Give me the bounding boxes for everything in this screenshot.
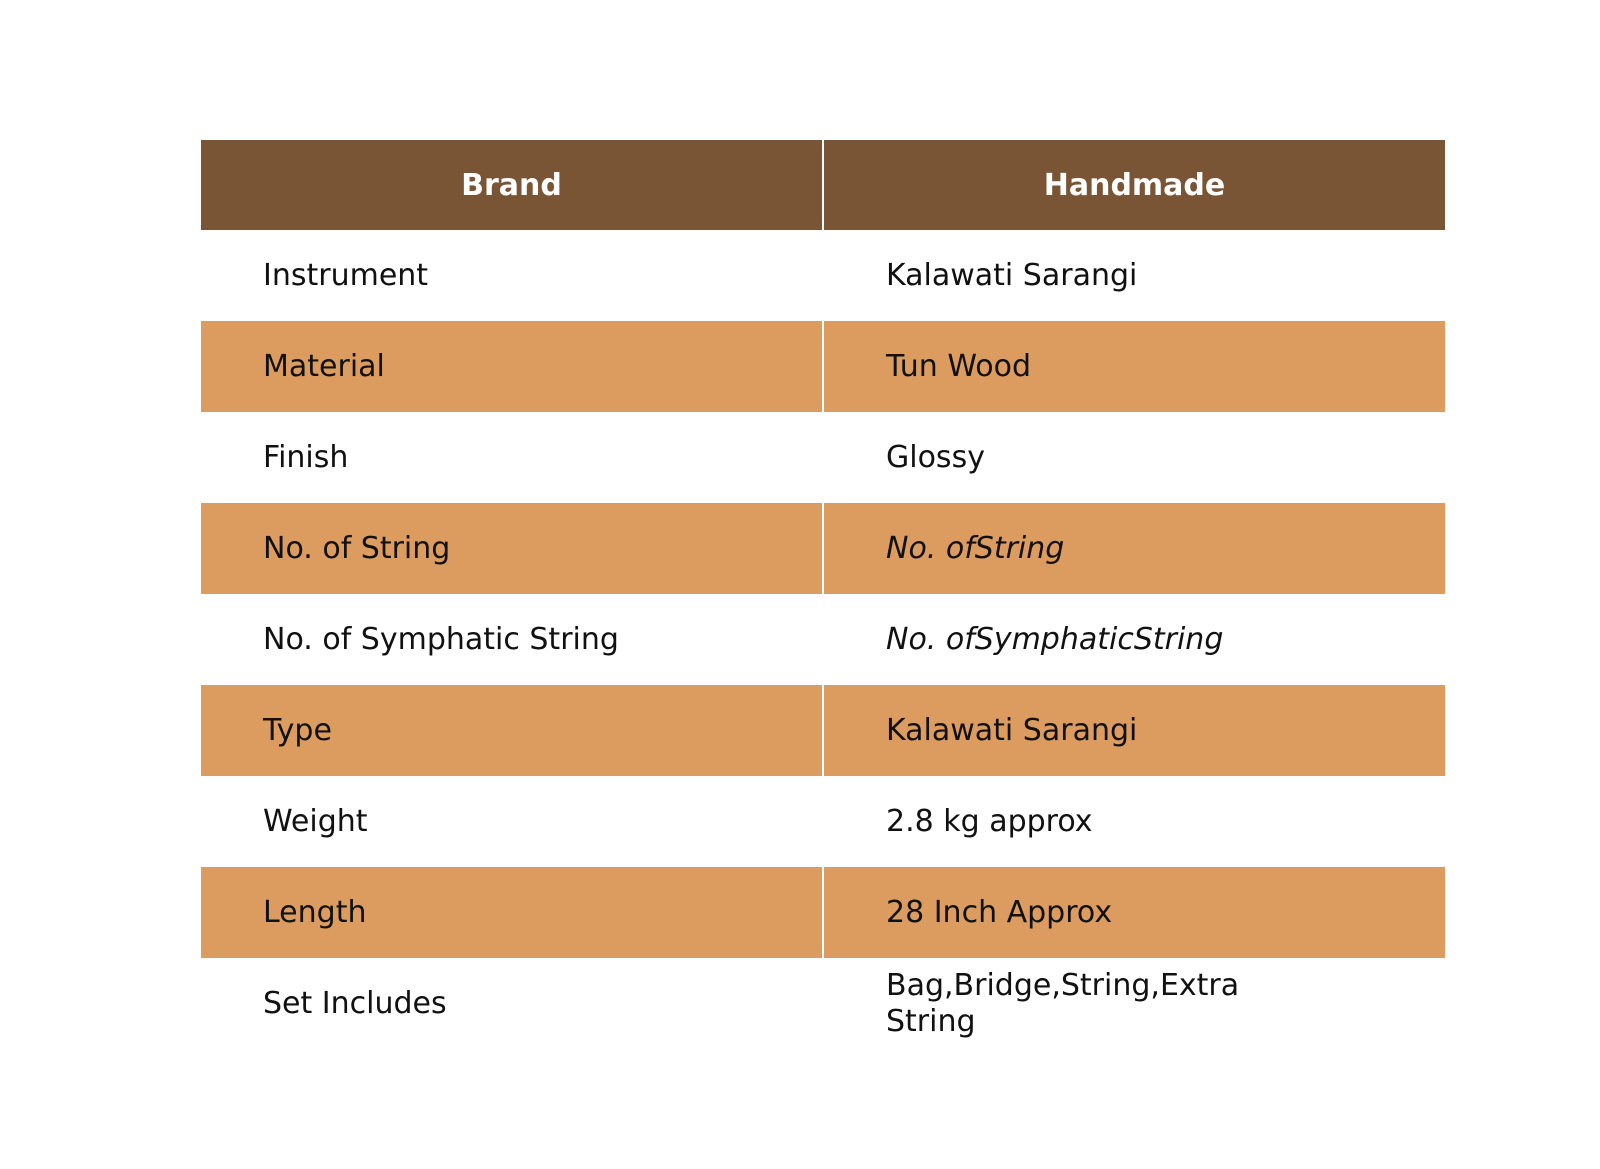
table-row xyxy=(201,230,1445,321)
row-value: Tun Wood xyxy=(823,321,1445,412)
table-row xyxy=(201,321,1445,412)
table-row xyxy=(201,867,1445,958)
row-label: Set Includes xyxy=(263,985,447,1021)
row-value: 2.8 kg approx xyxy=(823,776,1445,867)
row-value: No. ofString xyxy=(823,503,1445,594)
row-value-text: Bag,Bridge,String,Extra String xyxy=(886,967,1240,1039)
row-value: 28 Inch Approx xyxy=(823,867,1445,958)
row-value: Glossy xyxy=(823,412,1445,503)
row-label: Finish xyxy=(263,439,349,475)
table-row xyxy=(201,776,1445,867)
row-value: Kalawati Sarangi xyxy=(823,230,1445,321)
row-label: Weight xyxy=(263,803,368,839)
table-row xyxy=(201,958,1445,1049)
header-handmade: Handmade xyxy=(823,140,1445,230)
row-value: No. ofSymphaticString xyxy=(823,594,1445,685)
table-row xyxy=(201,503,1445,594)
row-label: Type xyxy=(201,685,823,776)
table-row xyxy=(201,412,1445,503)
row-value: Kalawati Sarangi xyxy=(823,685,1445,776)
table-row xyxy=(201,685,1445,776)
row-label: Material xyxy=(201,321,823,412)
row-label: Length xyxy=(201,867,823,958)
spec-table xyxy=(201,140,1445,1049)
row-label: No. of Symphatic String xyxy=(263,621,619,657)
table-header-row xyxy=(201,140,1445,230)
row-value xyxy=(823,958,1445,1049)
row-label: Instrument xyxy=(263,257,429,293)
row-label: No. of String xyxy=(201,503,823,594)
header-brand: Brand xyxy=(201,140,823,230)
table-row xyxy=(201,594,1445,685)
